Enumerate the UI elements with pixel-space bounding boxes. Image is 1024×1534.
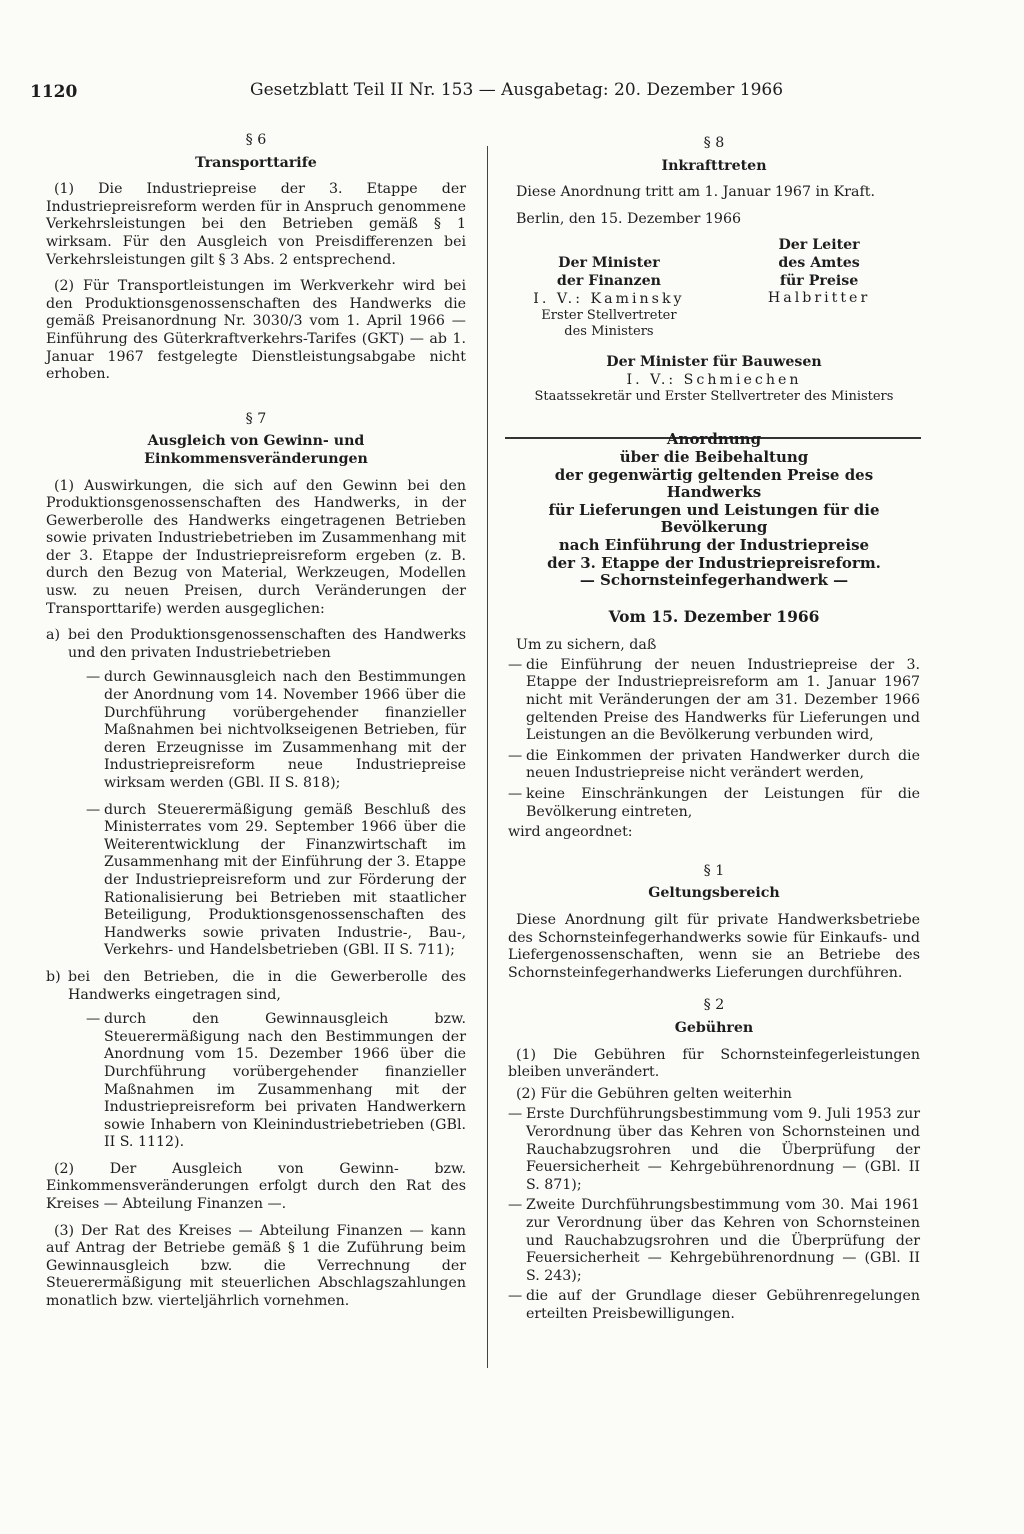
dash-mark: — bbox=[86, 801, 101, 818]
title-line: Anordnung bbox=[666, 430, 762, 449]
dash-mark: — bbox=[508, 747, 523, 764]
paragraph: (2) Der Ausgleich von Gewinn- bzw. Einkommensveränderungen erfolgt durch den Rat des Kreises — Abteilung Finanzen —. bbox=[46, 1160, 466, 1213]
dash-mark: — bbox=[508, 1197, 523, 1214]
item-text: die Einkommen der privaten Handwerker durch die neuen Industriepreise nicht verändert werden, bbox=[526, 747, 920, 782]
section-number: § 2 bbox=[703, 997, 725, 1014]
item-label: b) bbox=[46, 968, 61, 985]
signatory-construction bbox=[508, 354, 920, 405]
title-line: über die Beibehaltung bbox=[619, 447, 809, 466]
signatory-title: der Finanzen bbox=[556, 272, 661, 289]
title-line: der gegenwärtig geltenden Preise des Handwerks bbox=[554, 465, 874, 502]
paragraph: Um zu sichern, daß bbox=[516, 637, 657, 654]
section-heading: Gebühren bbox=[674, 1019, 754, 1036]
item-label: a) bbox=[46, 627, 60, 644]
document-title bbox=[508, 431, 920, 589]
right-column bbox=[508, 135, 920, 1326]
signatory-title: des Amtes bbox=[778, 254, 860, 271]
dash-mark: — bbox=[86, 669, 101, 686]
item-text: Erste Durchführungsbestimmung vom 9. Juli 1953 zur Verordnung über das Kehren von Schornsteinen und Rauchabzugsrohren und die Überprüfung der Feuersicherheit — Kehrgebührenordnung — (GBl. II S. 871); bbox=[526, 1106, 920, 1193]
signatory-role: des Ministers bbox=[564, 324, 654, 340]
section-heading: Geltungsbereich bbox=[648, 885, 780, 902]
dash-mark: — bbox=[508, 656, 523, 673]
paragraph: (2) Für Transportleistungen im Werkverkehr wird bei den Produktionsgenossenschaften des Handwerks die gemäß Preisanordnung Nr. 3030/3 vom 1. April 1966 — Einführung des Güterkraftverkehrs-Tarifes (GKT) — ab 1. Januar 1967 festgelegte Dienstleistungsabgabe nicht erhoben. bbox=[46, 278, 466, 383]
title-line: für Lieferungen und Leistungen für die Bevölkerung bbox=[548, 500, 880, 537]
paragraph: Diese Anordnung tritt am 1. Januar 1967 in Kraft. bbox=[516, 184, 875, 201]
item-text: die Einführung der neuen Industriepreise der 3. Etappe der Industriepreisreform am 1. Januar 1967 nicht mit Veränderungen der am 31. Dezember 1966 geltenden Preise des Handwerks für Lieferungen und Leistungen an die Bevölkerung verbunden wird, bbox=[526, 656, 920, 744]
item-text: die auf der Grundlage dieser Gebührenregelungen erteilten Preisbewilligungen. bbox=[526, 1288, 920, 1322]
list-item bbox=[46, 969, 466, 1004]
left-column bbox=[46, 132, 466, 1320]
section-heading: Transporttarife bbox=[195, 154, 317, 171]
page-number: 1120 bbox=[30, 82, 78, 102]
list-item bbox=[508, 1197, 920, 1285]
item-text: bei den Betrieben, die in die Gewerberolle des Handwerks eingetragen sind, bbox=[68, 968, 466, 1003]
item-text: keine Einschränkungen der Leistungen für die Bevölkerung eintreten, bbox=[526, 786, 920, 820]
item-text: bei den Produktionsgenossenschaften des Handwerks und den privaten Industriebetrieben bbox=[68, 627, 466, 661]
paragraph: (3) Der Rat des Kreises — Abteilung Finanzen — kann auf Antrag der Betriebe gemäß § 1 die Zuführung beim Gewinnausgleich bzw. die Verrechnung der Steuerermäßigung mit steuerlichen Abschlagszahlungen monatlich bzw. vierteljährlich vornehmen. bbox=[46, 1222, 466, 1310]
list-item bbox=[86, 1011, 466, 1152]
item-text: durch Steuerermäßigung gemäß Beschluß des Ministerrates vom 29. September 1966 über die Weiterentwicklung der Finanzwirtschaft im Zusammenhang mit der Einführung der 3. Etappe der Industriepreisreform und zur Förderung der Rationalisierung bei Betrieben mit staatlicher Beteiligung, Produktionsgenossenschaften des Handwerks sowie privaten Industrie-, Bau-, Verkehrs- und Handelsbetrieben (GBl. II S. 711); bbox=[104, 801, 466, 959]
item-text: Zweite Durchführungsbestimmung vom 30. Mai 1961 zur Verordnung über das Kehren von Schornsteinen und Rauchabzugsrohren und die Überprüfung der Feuersicherheit — Kehrgebührenordnung — (GBl. II S. 243); bbox=[526, 1197, 920, 1284]
section-number: § 8 bbox=[703, 135, 725, 151]
title-line: — Schornsteinfegerhandwerk — bbox=[579, 571, 849, 590]
list-item bbox=[508, 1106, 920, 1194]
list-item bbox=[508, 786, 920, 821]
signatory-name: Halbritter bbox=[767, 290, 871, 307]
item-text: durch Gewinnausgleich nach den Bestimmungen der Anordnung vom 14. November 1966 über die Durchführung vorübergehender finanzieller Maßnahmen bei nichtvolkseigenen Betrieben, für deren Erzeugnisse im Zusammenhang mit der Industriepreisreform neue Industriepreise wirksam werden (GBl. II S. 818); bbox=[104, 669, 466, 791]
paragraph: (2) Für die Gebühren gelten weiterhin bbox=[516, 1085, 792, 1102]
dash-mark: — bbox=[508, 1288, 523, 1305]
signatory-role: Staatssekretär und Erster Stellvertreter des Ministers bbox=[534, 389, 894, 405]
list-item bbox=[508, 748, 920, 783]
paragraph: Diese Anordnung gilt für private Handwerksbetriebe des Schornsteinfegerhandwerks sowie für Einkaufs- und Liefergenossenschaften, wenn sie an Betriebe des Schornsteinfegerhandwerks Lieferungen durchführen. bbox=[508, 912, 920, 981]
title-line: nach Einführung der Industriepreise bbox=[558, 535, 870, 554]
item-text: durch den Gewinnausgleich bzw. Steuerermäßigung nach den Bestimmungen der Anordnung vom 15. Dezember 1966 über die Durchführung vorübergehender finanzieller Maßnahmen im Zusammenhang mit der Industriepreisreform bei privaten Handwerkern sowie Inhabern von Kleinindustriebetrieben (GBl. II S. 1112). bbox=[104, 1011, 466, 1151]
section-heading: Inkrafttreten bbox=[661, 157, 767, 174]
list-item bbox=[86, 669, 466, 792]
section-heading: Ausgleich von Gewinn- und Einkommensveränderungen bbox=[144, 433, 368, 467]
list-item bbox=[508, 1288, 920, 1323]
signatory-prices bbox=[718, 237, 920, 340]
title-line: der 3. Etappe der Industriepreisreform. bbox=[547, 553, 881, 572]
section-number: § 7 bbox=[245, 410, 267, 427]
list-item bbox=[46, 627, 466, 662]
paragraph: wird angeordnet: bbox=[508, 824, 633, 841]
list-item bbox=[508, 657, 920, 745]
section-number: § 1 bbox=[703, 862, 725, 879]
list-item bbox=[86, 802, 466, 960]
signatory-title: für Preise bbox=[779, 272, 859, 289]
signatory-role: Erster Stellvertreter bbox=[541, 308, 677, 324]
paragraph: (1) Die Gebühren für Schornsteinfegerleistungen bleiben unverändert. bbox=[508, 1046, 920, 1081]
running-header: Gesetzblatt Teil II Nr. 153 — Ausgabetag: 20. Dezember 1966 bbox=[250, 80, 784, 100]
signatory-title: Der Leiter bbox=[778, 237, 860, 254]
signatory-title: Der Minister bbox=[558, 255, 660, 272]
signatory-title: Der Minister für Bauwesen bbox=[606, 354, 822, 371]
signatory-finance bbox=[508, 237, 710, 340]
signature-block bbox=[508, 237, 920, 340]
column-divider bbox=[487, 146, 488, 1368]
signatory-name: I. V.: Schmiechen bbox=[626, 371, 802, 388]
dash-mark: — bbox=[508, 786, 523, 803]
dash-mark: — bbox=[508, 1106, 523, 1123]
document-date: Vom 15. Dezember 1966 bbox=[608, 606, 820, 626]
paragraph: (1) Die Industriepreise der 3. Etappe der Industriepreisreform werden für in Anspruch genommene Verkehrsleistungen bei den Betrieben gemäß § 1 wirksam. Für den Ausgleich von Preisdifferenzen bei Verkehrsleistungen gilt § 3 Abs. 2 entsprechend. bbox=[46, 181, 466, 268]
section-number: § 6 bbox=[245, 132, 267, 148]
signatory-name: I. V.: Kaminsky bbox=[533, 290, 685, 307]
paragraph: (1) Auswirkungen, die sich auf den Gewinn bei den Produktionsgenossenschaften des Handwerks, in der Gewerberolle des Handwerks eingetragenen Betrieben sowie privaten Industriebetrieben im Zusammenhang mit der 3. Etappe der Industriepreisreform ergeben (z. B. durch den Bezug von Material, Werkzeugen, Modellen usw. zu neuen Preisen, durch Veränderungen der Transporttarife) werden ausgeglichen: bbox=[46, 477, 466, 617]
place-date: Berlin, den 15. Dezember 1966 bbox=[516, 210, 742, 227]
dash-mark: — bbox=[86, 1011, 101, 1028]
